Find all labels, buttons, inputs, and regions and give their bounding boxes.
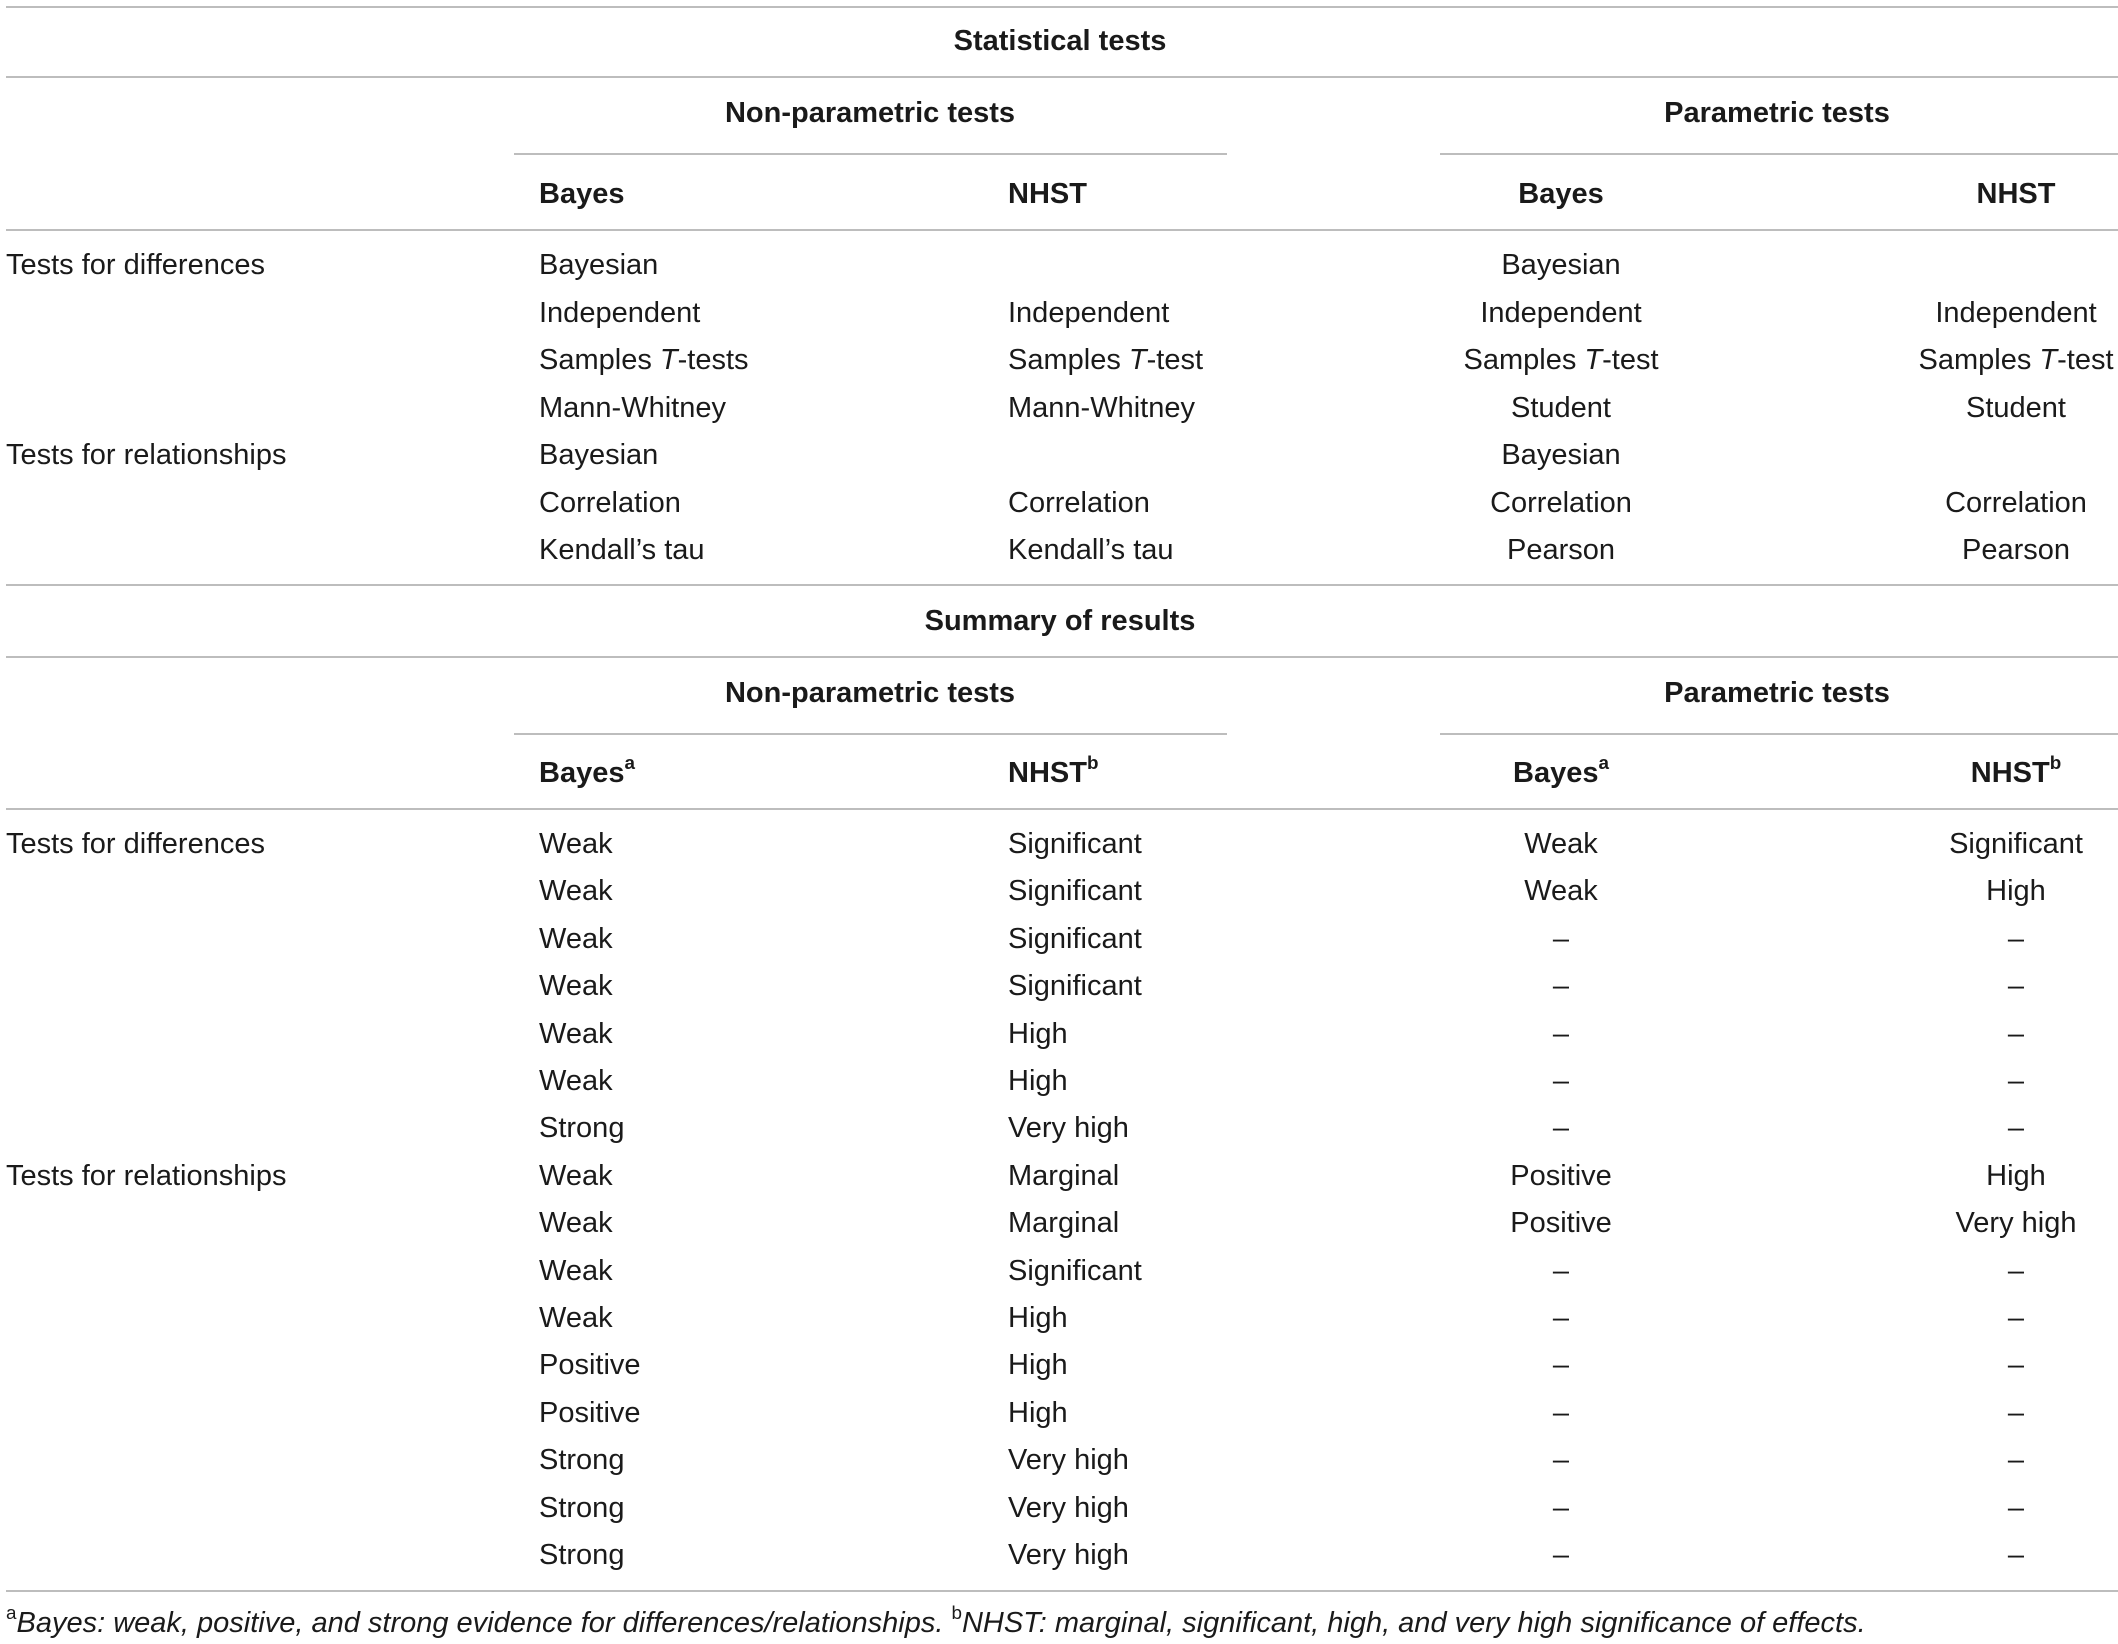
nonparam-nhst-cell: Significant [1008,828,1142,860]
nonparam-bayes-cell: Weak [539,1207,613,1240]
param-nhst-cell: Correlation [1945,486,2087,519]
param-bayes-cell: Bayesian [1501,249,1621,281]
row-label-tests-for-differences: Tests for differences [6,249,265,281]
footnote-marker-b: b [2049,751,2062,773]
rule-s1-header [6,229,2118,231]
nonparam-nhst-cell: Very high [1008,1112,1129,1145]
param-bayes-cell: – [1552,1254,1570,1287]
param-bayes-cell: – [1552,1112,1570,1145]
param-nhst-cell: High [1986,1159,2046,1192]
rule-s2-nonparam-group [514,733,1227,735]
nonparam-nhst-cell: Significant [1008,970,1142,1003]
rule-s1-title [6,76,2118,78]
nonparam-bayes-cell: Strong [539,1444,625,1477]
nonparam-nhst-cell: High [1008,1349,1068,1382]
param-nhst-cell: Very high [1955,1207,2077,1240]
nonparam-nhst-cell: Mann-Whitney [1008,391,1195,424]
param-nhst-cell: – [2007,1491,2025,1524]
param-bayes-cell: – [1552,922,1570,955]
nonparam-nhst-cell: High [1008,1396,1068,1429]
param-bayes-cell: – [1552,970,1570,1003]
col-header-bayes: Bayes$^a$ [539,751,635,789]
nonparam-nhst-cell: High [1008,1017,1068,1050]
nonparam-nhst-cell: Samples T-test [1008,344,1204,376]
param-bayes-cell: Positive [1510,1207,1612,1240]
group-header-nonparametric: Non-parametric tests [724,97,1016,129]
nonparam-bayes-cell: Weak [539,875,613,908]
param-nhst-cell: – [2007,1112,2025,1145]
row-label-tests-for-relationships: Tests for relationships [6,1160,287,1192]
nonparam-nhst-cell: Significant [1008,875,1142,908]
nonparam-nhst-cell: Kendall’s tau [1008,534,1174,566]
rule-s2-title [6,656,2118,658]
param-nhst-cell: – [2007,1349,2025,1382]
nonparam-bayes-cell: Kendall’s tau [539,534,705,566]
nonparam-bayes-cell: Mann-Whitney [539,391,726,424]
col-header-nhst: NHST$^b$ [1008,751,1099,789]
nonparam-bayes-cell: Weak [539,1254,613,1287]
nonparam-bayes-cell: Weak [539,1065,613,1097]
param-bayes-cell: – [1552,1444,1570,1477]
nonparam-bayes-cell: Positive [539,1349,641,1382]
nonparam-nhst-cell: Marginal [1008,1207,1120,1240]
nonparam-nhst-cell: Correlation [1008,486,1150,519]
nonparam-bayes-cell: Strong [539,1539,625,1571]
row-label-tests-for-differences: Tests for differences [6,828,265,860]
group-header-nonparametric: Non-parametric tests [724,677,1016,709]
param-bayes-cell: – [1552,1491,1570,1524]
nonparam-nhst-cell: Independent [1008,296,1170,329]
nonparam-bayes-cell: Bayesian [539,249,659,281]
param-bayes-cell: Bayesian [1501,439,1621,471]
param-nhst-cell: – [2007,1539,2025,1571]
nonparam-bayes-cell: Weak [539,1159,613,1192]
nonparam-bayes-cell: Strong [539,1112,625,1145]
param-bayes-cell: – [1552,1017,1570,1050]
col-header-nhst: NHST$^b$ [1970,751,2062,789]
param-nhst-cell: – [2007,1065,2025,1097]
section-title-summary-of-results: Summary of results [924,605,1196,637]
param-nhst-cell: High [1986,875,2046,908]
nonparam-nhst-cell: Marginal [1008,1159,1120,1192]
group-header-parametric: Parametric tests [1664,677,1890,709]
rule-s2-param-group [1440,733,2118,735]
param-nhst-cell: Significant [1949,828,2083,860]
param-nhst-cell: Pearson [1961,534,2071,566]
col-header-bayes: Bayes [1518,178,1604,210]
nonparam-nhst-cell: Significant [1008,1254,1142,1287]
col-header-bayes: Bayes$^a$ [1513,751,1609,789]
param-bayes-cell: – [1552,1349,1570,1382]
group-header-parametric: Parametric tests [1664,97,1890,129]
param-bayes-cell: Weak [1524,828,1598,860]
nonparam-bayes-cell: Correlation [539,486,681,519]
param-nhst-cell: – [2007,970,2025,1003]
rule-s2-header [6,808,2118,810]
param-nhst-cell: – [2007,1302,2025,1334]
nonparam-nhst-cell: High [1008,1065,1068,1097]
param-nhst-cell: Independent [1935,296,2097,329]
nonparam-bayes-cell: Weak [539,828,613,860]
nonparam-nhst-cell: Significant [1008,922,1142,955]
rule-top [6,6,2118,8]
param-nhst-cell: – [2007,1254,2025,1287]
param-nhst-cell: – [2007,1396,2025,1429]
param-nhst-cell: Student [1966,391,2066,424]
nonparam-nhst-cell: Very high [1008,1491,1129,1524]
footnote-marker-b: b [1086,751,1099,773]
param-nhst-cell: Samples T-test [1918,344,2114,376]
param-bayes-cell: Independent [1480,296,1642,329]
nonparam-nhst-cell: Very high [1008,1444,1129,1477]
rule-bottom [6,1590,2118,1592]
param-bayes-cell: Student [1511,391,1611,424]
nonparam-bayes-cell: Strong [539,1491,625,1524]
param-bayes-cell: Correlation [1490,486,1632,519]
footnote-marker-a: a [624,751,635,773]
col-header-bayes: Bayes [539,178,625,210]
rule-s1-param-group [1440,153,2118,155]
col-header-nhst: NHST [1976,178,2056,210]
param-bayes-cell: – [1552,1539,1570,1571]
nonparam-bayes-cell: Positive [539,1396,641,1429]
param-nhst-cell: – [2007,1017,2025,1050]
param-bayes-cell: Positive [1510,1159,1612,1192]
nonparam-nhst-cell: High [1008,1302,1068,1334]
param-nhst-cell: – [2007,1444,2025,1477]
nonparam-bayes-cell: Independent [539,296,701,329]
row-label-tests-for-relationships: Tests for relationships [6,439,287,471]
rule-s1-end [6,584,2118,586]
col-header-nhst: NHST [1008,178,1087,210]
nonparam-bayes-cell: Weak [539,1302,613,1334]
table-footnote: $^a$Bayes: weak, positive, and strong evidence for differences/relationships. $^b$NHST: marginal, significant, high, and very high significance of effects. [6,1601,1866,1639]
param-bayes-cell: – [1552,1065,1570,1097]
rule-s1-nonparam-group [514,153,1227,155]
param-bayes-cell: – [1552,1396,1570,1429]
param-nhst-cell: – [2007,922,2025,955]
section-title-statistical-tests: Statistical tests [953,25,1167,57]
nonparam-bayes-cell: Weak [539,1017,613,1050]
nonparam-nhst-cell: Very high [1008,1539,1129,1571]
param-bayes-cell: Samples T-test [1463,344,1659,376]
param-bayes-cell: Weak [1524,875,1598,908]
footnote-marker-a: a [1598,751,1609,773]
nonparam-bayes-cell: Bayesian [539,439,659,471]
nonparam-bayes-cell: Weak [539,970,613,1003]
nonparam-bayes-cell: Samples T-tests [539,344,749,376]
param-bayes-cell: Pearson [1506,534,1616,566]
param-bayes-cell: – [1552,1302,1570,1334]
nonparam-bayes-cell: Weak [539,922,613,955]
